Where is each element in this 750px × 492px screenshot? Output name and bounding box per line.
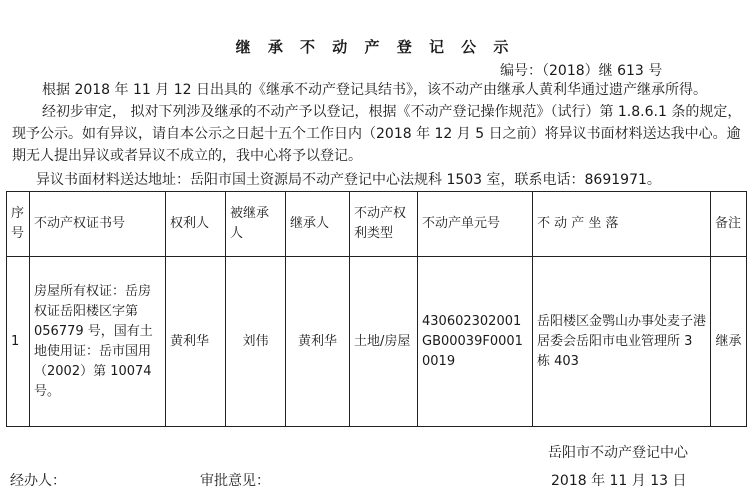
cell-location: 岳阳楼区金鹗山办事处麦子港居委会岳阳市电业管理所 3 栋 403 [533,257,711,427]
cell-right-type: 土地/房屋 [350,257,418,427]
table-header-row [7,192,747,257]
cell-decedent: 刘伟 [226,257,286,427]
table-row [7,257,747,427]
property-table [6,191,747,427]
paragraph-2-line-2: 现予公示。如有异议，请自本公示之日起十五个工作日内（2018 年 12 月 5 日之前）将异议书面材料送达我中心。逾 [12,126,741,142]
header-holder: 权利人 [166,192,226,257]
issue-date: 2018 年 11 月 13 日 [551,473,687,489]
handler-label: 经办人： [10,473,66,489]
paragraph-1: 根据 2018 年 11 月 12 日出具的《继承不动产登记具结书》，该不动产由继承人黄利华通过遗产继承所得。 [42,82,707,98]
header-cert-no: 不动产权证书号 [30,192,166,257]
document-number: 编号：（2018）继 613 号 [500,63,663,79]
header-seq: 序号 [7,192,30,257]
cell-holder: 黄利华 [166,257,226,427]
header-right-type: 不动产权利类型 [350,192,418,257]
header-remark: 备注 [711,192,747,257]
header-location: 不 动 产 坐 落 [533,192,711,257]
header-unit-no: 不动产单元号 [418,192,533,257]
cell-unit-no: 430602302001GB00039F00010019 [418,257,533,427]
cell-heir: 黄利华 [286,257,350,427]
objection-address: 异议书面材料送达地址：岳阳市国土资源局不动产登记中心法规科 1503 室，联系电话：8691971。 [36,172,661,188]
paragraph-2-line-3: 期无人提出异议或者异议不成立的，我中心将予以登记。 [12,148,362,164]
header-heir: 继承人 [286,192,350,257]
issuing-organization: 岳阳市不动产登记中心 [548,445,688,461]
cell-remark: 继承 [711,257,747,427]
cell-seq: 1 [7,257,30,427]
header-decedent: 被继承人 [226,192,286,257]
review-label: 审批意见： [200,473,270,489]
page-title: 继 承 不 动 产 登 记 公 示 [235,38,515,56]
cell-cert-no: 房屋所有权证：岳房权证岳阳楼区字第056779 号，国有土地使用证：岳市国用（2002）第 10074 号。 [30,257,166,427]
paragraph-2-line-1: 经初步审定， 拟对下列涉及继承的不动产予以登记，根据《不动产登记操作规范》（试行）第 1.8.6.1 条的规定， [42,104,742,120]
